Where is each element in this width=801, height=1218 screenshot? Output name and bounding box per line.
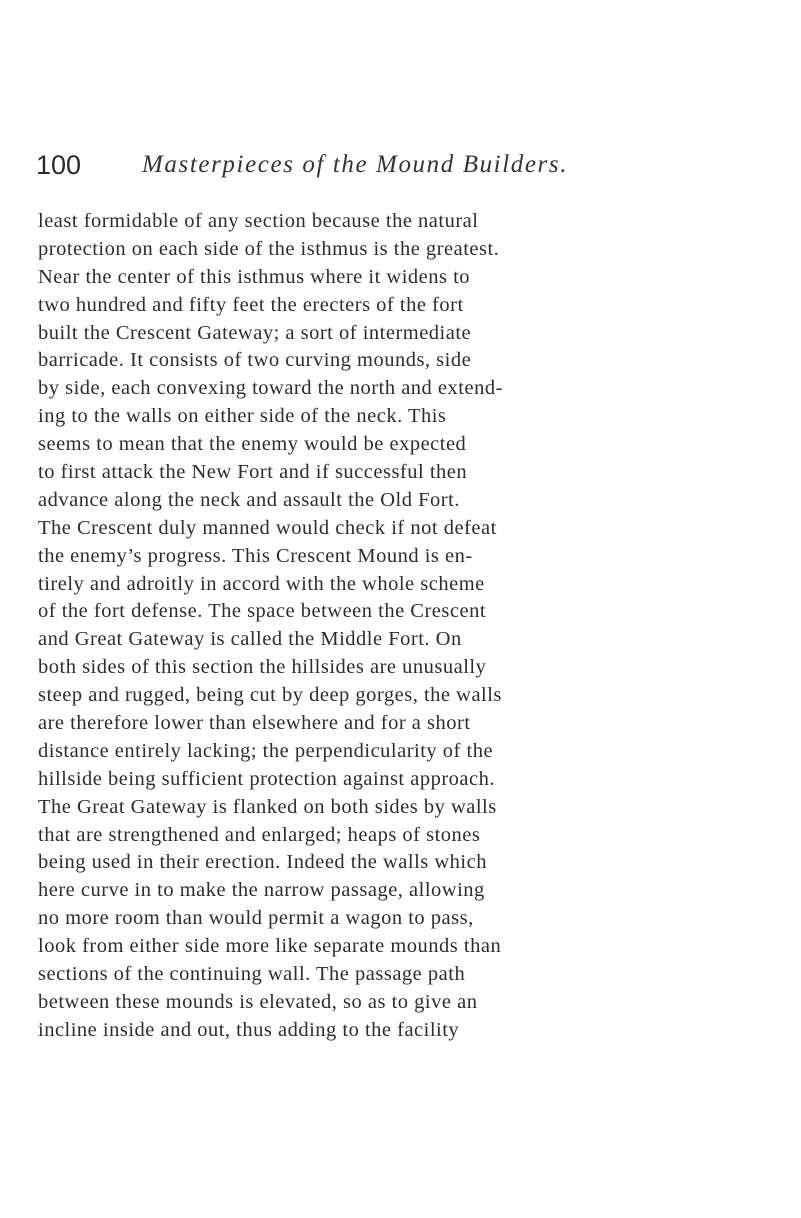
page-number: 100 [36, 150, 82, 180]
text-line: built the Crescent Gateway; a sort of intermediate [38, 321, 472, 344]
text-line: tirely and adroitly in accord with the whole scheme [38, 572, 485, 595]
text-line: seems to mean that the enemy would be expected [38, 433, 467, 456]
text-line: no more room than would permit a wagon to pass, [38, 907, 474, 930]
text-line: Near the center of this isthmus where it widens to [38, 265, 471, 288]
text-line: sections of the continuing wall. The passage path [38, 963, 466, 986]
text-line: both sides of this section the hillsides are unusually [38, 656, 487, 679]
text-line: to first attack the New Fort and if successful then [38, 461, 468, 484]
text-line: distance entirely lacking; the perpendicularity of the [38, 739, 494, 762]
text-line: barricade. It consists of two curving mounds, side [38, 349, 472, 372]
text-line: incline inside and out, thus adding to the facility [38, 1018, 460, 1041]
text-line: The Great Gateway is flanked on both sides by walls [38, 795, 497, 818]
running-title: Masterpieces of the Mound Builders. [142, 151, 569, 178]
text-line: of the fort defense. The space between the Crescent [38, 600, 487, 623]
text-line: and Great Gateway is called the Middle Fort. On [38, 628, 462, 651]
text-line: the enemy’s progress. This Crescent Mound is en- [38, 544, 473, 567]
running-head [36, 150, 736, 180]
text-line: steep and rugged, being cut by deep gorges, the walls [38, 684, 502, 707]
text-line: two hundred and fifty feet the erecters of the fort [38, 293, 464, 316]
body-paragraph [38, 208, 718, 1045]
text-line: look from either side more like separate mounds than [38, 935, 502, 958]
text-line: by side, each convexing toward the north and extend- [38, 377, 503, 400]
text-line: ing to the walls on either side of the neck. This [38, 405, 447, 428]
text-line: between these mounds is elevated, so as to give an [38, 990, 478, 1013]
text-line: least formidable of any section because the natural [38, 210, 479, 232]
text-line: are therefore lower than elsewhere and for a short [38, 712, 471, 735]
text-line: being used in their erection. Indeed the walls which [38, 851, 487, 874]
text-line: here curve in to make the narrow passage, allowing [38, 879, 485, 902]
text-line: advance along the neck and assault the Old Fort. [38, 488, 460, 511]
text-line: hillside being sufficient protection against approach. [38, 767, 495, 790]
text-line: The Crescent duly manned would check if not defeat [38, 516, 497, 539]
text-line: protection on each side of the isthmus is the greatest. [38, 237, 500, 260]
text-line: that are strengthened and enlarged; heaps of stones [38, 823, 481, 846]
